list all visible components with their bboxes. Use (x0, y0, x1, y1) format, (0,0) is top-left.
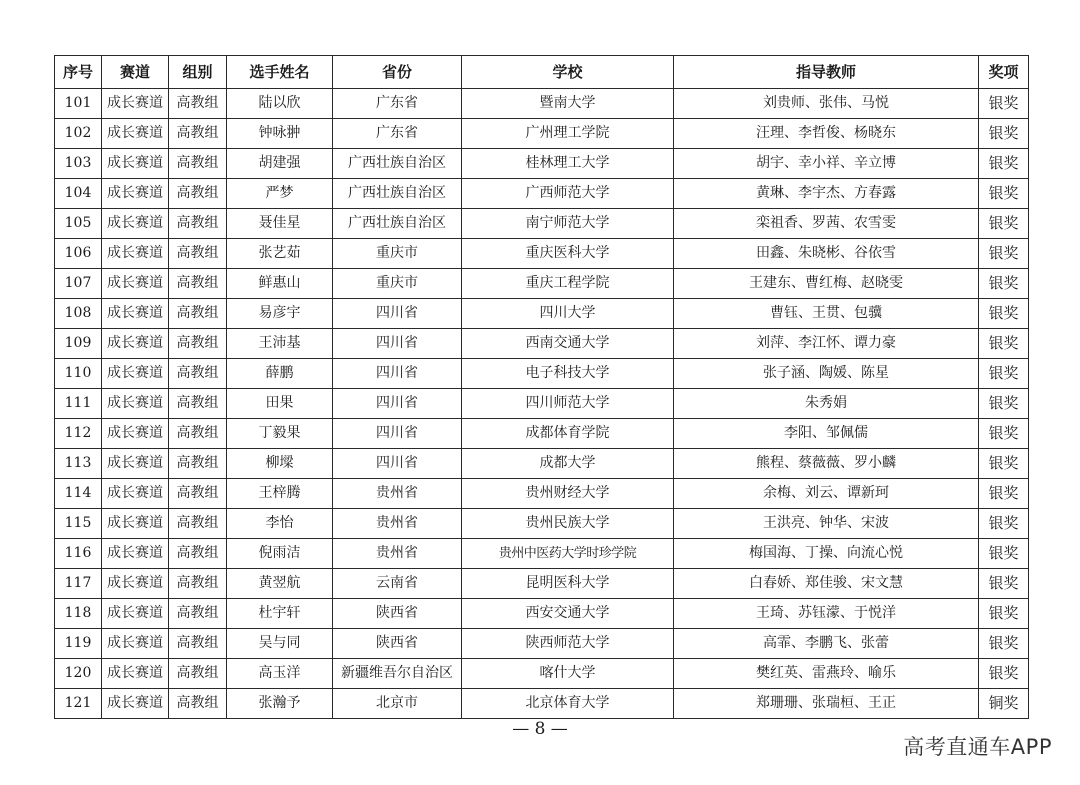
table-row (55, 419, 1029, 449)
row-index-cell: 110 (55, 359, 102, 389)
row-index-cell: 106 (55, 239, 102, 269)
row-award-cell: 银奖 (979, 269, 1029, 299)
row-contestant-cell: 倪雨洁 (227, 539, 333, 569)
row-advisors-cell: 王洪亮、钟华、宋波 (674, 509, 979, 539)
row-group-cell: 高教组 (169, 449, 227, 479)
table-row (55, 299, 1029, 329)
row-track-cell: 成长赛道 (102, 299, 169, 329)
row-province-cell: 重庆市 (333, 239, 462, 269)
row-contestant-cell: 薛鹏 (227, 359, 333, 389)
row-school-cell: 昆明医科大学 (462, 569, 674, 599)
row-advisors-cell: 李阳、邹佩儒 (674, 419, 979, 449)
row-index-cell: 111 (55, 389, 102, 419)
row-province-cell: 贵州省 (333, 509, 462, 539)
row-advisors-cell: 梅国海、丁操、向流心悦 (674, 539, 979, 569)
row-index-cell: 114 (55, 479, 102, 509)
row-school-cell: 四川大学 (462, 299, 674, 329)
row-school-cell: 重庆医科大学 (462, 239, 674, 269)
header-school: 学校 (462, 56, 674, 89)
row-award-cell: 银奖 (979, 239, 1029, 269)
row-group-cell: 高教组 (169, 629, 227, 659)
row-school-cell: 陕西师范大学 (462, 629, 674, 659)
row-index-cell: 117 (55, 569, 102, 599)
row-advisors-cell: 樊红英、雷燕玲、喻乐 (674, 659, 979, 689)
row-advisors-cell: 汪理、李哲俊、杨晓东 (674, 119, 979, 149)
row-school-cell: 西南交通大学 (462, 329, 674, 359)
row-contestant-cell: 柳墚 (227, 449, 333, 479)
row-advisors-cell: 郑珊珊、张瑞桓、王正 (674, 689, 979, 719)
row-track-cell: 成长赛道 (102, 239, 169, 269)
page-number: — 8 — (512, 719, 568, 739)
row-award-cell: 银奖 (979, 359, 1029, 389)
row-school-cell: 喀什大学 (462, 659, 674, 689)
header-advisors: 指导教师 (674, 56, 979, 89)
header-province: 省份 (333, 56, 462, 89)
row-province-cell: 广东省 (333, 119, 462, 149)
row-school-cell: 广州理工学院 (462, 119, 674, 149)
row-advisors-cell: 王建东、曹红梅、赵晓雯 (674, 269, 979, 299)
row-track-cell: 成长赛道 (102, 359, 169, 389)
row-advisors-cell: 朱秀娟 (674, 389, 979, 419)
row-school-cell: 成都体育学院 (462, 419, 674, 449)
table-row (55, 449, 1029, 479)
row-advisors-cell: 余梅、刘云、谭新珂 (674, 479, 979, 509)
table-row (55, 599, 1029, 629)
row-group-cell: 高教组 (169, 659, 227, 689)
table-row (55, 149, 1029, 179)
row-province-cell: 重庆市 (333, 269, 462, 299)
table-header-row (55, 56, 1029, 89)
table-row (55, 329, 1029, 359)
row-group-cell: 高教组 (169, 149, 227, 179)
table-row (55, 509, 1029, 539)
row-contestant-cell: 王梓腾 (227, 479, 333, 509)
row-index-cell: 101 (55, 89, 102, 119)
row-province-cell: 四川省 (333, 389, 462, 419)
watermark-logo-text: 高考直通车APP (903, 735, 1052, 759)
row-index-cell: 102 (55, 119, 102, 149)
row-index-cell: 109 (55, 329, 102, 359)
row-province-cell: 广西壮族自治区 (333, 209, 462, 239)
row-contestant-cell: 高玉洋 (227, 659, 333, 689)
row-track-cell: 成长赛道 (102, 269, 169, 299)
row-group-cell: 高教组 (169, 539, 227, 569)
table-row (55, 119, 1029, 149)
row-index-cell: 105 (55, 209, 102, 239)
row-contestant-cell: 张瀚予 (227, 689, 333, 719)
row-award-cell: 银奖 (979, 179, 1029, 209)
row-province-cell: 广西壮族自治区 (333, 179, 462, 209)
row-contestant-cell: 张艺茹 (227, 239, 333, 269)
row-contestant-cell: 丁毅果 (227, 419, 333, 449)
row-track-cell: 成长赛道 (102, 629, 169, 659)
table-body (55, 89, 1029, 719)
row-advisors-cell: 白春娇、郑佳骏、宋文慧 (674, 569, 979, 599)
row-group-cell: 高教组 (169, 689, 227, 719)
row-school-cell: 成都大学 (462, 449, 674, 479)
table-row (55, 179, 1029, 209)
row-track-cell: 成长赛道 (102, 449, 169, 479)
row-track-cell: 成长赛道 (102, 119, 169, 149)
row-advisors-cell: 王琦、苏钰濛、于悦洋 (674, 599, 979, 629)
row-index-cell: 112 (55, 419, 102, 449)
row-index-cell: 107 (55, 269, 102, 299)
row-award-cell: 银奖 (979, 329, 1029, 359)
row-contestant-cell: 鲜惠山 (227, 269, 333, 299)
row-contestant-cell: 陆以欣 (227, 89, 333, 119)
row-award-cell: 银奖 (979, 209, 1029, 239)
row-index-cell: 119 (55, 629, 102, 659)
row-award-cell: 银奖 (979, 659, 1029, 689)
row-track-cell: 成长赛道 (102, 149, 169, 179)
row-school-cell: 贵州民族大学 (462, 509, 674, 539)
row-award-cell: 铜奖 (979, 689, 1029, 719)
row-group-cell: 高教组 (169, 329, 227, 359)
row-advisors-cell: 曹钰、王贯、包骥 (674, 299, 979, 329)
row-group-cell: 高教组 (169, 569, 227, 599)
row-index-cell: 103 (55, 149, 102, 179)
row-province-cell: 贵州省 (333, 539, 462, 569)
row-track-cell: 成长赛道 (102, 479, 169, 509)
row-school-cell: 桂林理工大学 (462, 149, 674, 179)
row-award-cell: 银奖 (979, 299, 1029, 329)
row-track-cell: 成长赛道 (102, 209, 169, 239)
row-index-cell: 115 (55, 509, 102, 539)
table-row (55, 269, 1029, 299)
row-advisors-cell: 黄琳、李宇杰、方春露 (674, 179, 979, 209)
row-school-cell: 四川师范大学 (462, 389, 674, 419)
row-award-cell: 银奖 (979, 479, 1029, 509)
table-row (55, 479, 1029, 509)
row-province-cell: 四川省 (333, 449, 462, 479)
row-province-cell: 四川省 (333, 359, 462, 389)
row-award-cell: 银奖 (979, 119, 1029, 149)
row-group-cell: 高教组 (169, 239, 227, 269)
row-index-cell: 116 (55, 539, 102, 569)
row-contestant-cell: 田果 (227, 389, 333, 419)
row-group-cell: 高教组 (169, 119, 227, 149)
table-row (55, 629, 1029, 659)
row-province-cell: 贵州省 (333, 479, 462, 509)
row-award-cell: 银奖 (979, 569, 1029, 599)
row-advisors-cell: 张子涵、陶媛、陈星 (674, 359, 979, 389)
row-track-cell: 成长赛道 (102, 509, 169, 539)
row-school-cell: 南宁师范大学 (462, 209, 674, 239)
row-advisors-cell: 栾祖香、罗茜、农雪雯 (674, 209, 979, 239)
header-index: 序号 (55, 56, 102, 89)
row-advisors-cell: 刘贵师、张伟、马悦 (674, 89, 979, 119)
row-contestant-cell: 黄翌航 (227, 569, 333, 599)
header-award: 奖项 (979, 56, 1029, 89)
row-province-cell: 广西壮族自治区 (333, 149, 462, 179)
row-track-cell: 成长赛道 (102, 689, 169, 719)
row-award-cell: 银奖 (979, 389, 1029, 419)
row-contestant-cell: 杜宇轩 (227, 599, 333, 629)
row-school-cell: 贵州财经大学 (462, 479, 674, 509)
row-school-cell: 电子科技大学 (462, 359, 674, 389)
table-row (55, 539, 1029, 569)
header-group: 组别 (169, 56, 227, 89)
row-province-cell: 陕西省 (333, 629, 462, 659)
row-province-cell: 四川省 (333, 329, 462, 359)
row-province-cell: 四川省 (333, 299, 462, 329)
row-index-cell: 120 (55, 659, 102, 689)
row-group-cell: 高教组 (169, 389, 227, 419)
row-contestant-cell: 吴与同 (227, 629, 333, 659)
row-school-cell: 贵州中医药大学时珍学院 (462, 539, 674, 569)
header-contestant: 选手姓名 (227, 56, 333, 89)
table-row (55, 689, 1029, 719)
row-province-cell: 云南省 (333, 569, 462, 599)
row-index-cell: 113 (55, 449, 102, 479)
row-contestant-cell: 李怡 (227, 509, 333, 539)
row-group-cell: 高教组 (169, 509, 227, 539)
table-row (55, 389, 1029, 419)
row-award-cell: 银奖 (979, 449, 1029, 479)
row-group-cell: 高教组 (169, 479, 227, 509)
row-school-cell: 西安交通大学 (462, 599, 674, 629)
row-school-cell: 暨南大学 (462, 89, 674, 119)
row-contestant-cell: 易彦宇 (227, 299, 333, 329)
row-advisors-cell: 高霏、李鹏飞、张蕾 (674, 629, 979, 659)
row-group-cell: 高教组 (169, 209, 227, 239)
row-group-cell: 高教组 (169, 419, 227, 449)
row-school-cell: 广西师范大学 (462, 179, 674, 209)
row-advisors-cell: 胡宇、幸小祥、辛立博 (674, 149, 979, 179)
row-award-cell: 银奖 (979, 419, 1029, 449)
row-track-cell: 成长赛道 (102, 179, 169, 209)
row-group-cell: 高教组 (169, 359, 227, 389)
row-advisors-cell: 刘萍、李江怀、谭力豪 (674, 329, 979, 359)
row-province-cell: 北京市 (333, 689, 462, 719)
row-group-cell: 高教组 (169, 179, 227, 209)
row-advisors-cell: 田鑫、朱晓彬、谷依雪 (674, 239, 979, 269)
row-track-cell: 成长赛道 (102, 539, 169, 569)
row-track-cell: 成长赛道 (102, 89, 169, 119)
row-index-cell: 108 (55, 299, 102, 329)
row-track-cell: 成长赛道 (102, 599, 169, 629)
row-index-cell: 118 (55, 599, 102, 629)
table-row (55, 89, 1029, 119)
table-row (55, 659, 1029, 689)
row-contestant-cell: 胡建强 (227, 149, 333, 179)
row-contestant-cell: 钟咏翀 (227, 119, 333, 149)
row-track-cell: 成长赛道 (102, 389, 169, 419)
row-province-cell: 四川省 (333, 419, 462, 449)
row-contestant-cell: 王沛基 (227, 329, 333, 359)
row-group-cell: 高教组 (169, 89, 227, 119)
row-index-cell: 104 (55, 179, 102, 209)
row-group-cell: 高教组 (169, 299, 227, 329)
row-group-cell: 高教组 (169, 599, 227, 629)
row-province-cell: 陕西省 (333, 599, 462, 629)
row-group-cell: 高教组 (169, 269, 227, 299)
table-row (55, 569, 1029, 599)
row-track-cell: 成长赛道 (102, 569, 169, 599)
row-province-cell: 新疆维吾尔自治区 (333, 659, 462, 689)
row-award-cell: 银奖 (979, 509, 1029, 539)
row-award-cell: 银奖 (979, 149, 1029, 179)
header-track: 赛道 (102, 56, 169, 89)
row-province-cell: 广东省 (333, 89, 462, 119)
row-track-cell: 成长赛道 (102, 419, 169, 449)
row-advisors-cell: 熊程、蔡薇薇、罗小麟 (674, 449, 979, 479)
table-row (55, 359, 1029, 389)
row-contestant-cell: 聂佳星 (227, 209, 333, 239)
row-award-cell: 银奖 (979, 89, 1029, 119)
award-table (54, 55, 1029, 719)
row-award-cell: 银奖 (979, 539, 1029, 569)
table-row (55, 209, 1029, 239)
row-track-cell: 成长赛道 (102, 329, 169, 359)
row-track-cell: 成长赛道 (102, 659, 169, 689)
row-school-cell: 重庆工程学院 (462, 269, 674, 299)
row-index-cell: 121 (55, 689, 102, 719)
table-row (55, 239, 1029, 269)
row-award-cell: 银奖 (979, 599, 1029, 629)
row-contestant-cell: 严梦 (227, 179, 333, 209)
row-school-cell: 北京体育大学 (462, 689, 674, 719)
row-award-cell: 银奖 (979, 629, 1029, 659)
